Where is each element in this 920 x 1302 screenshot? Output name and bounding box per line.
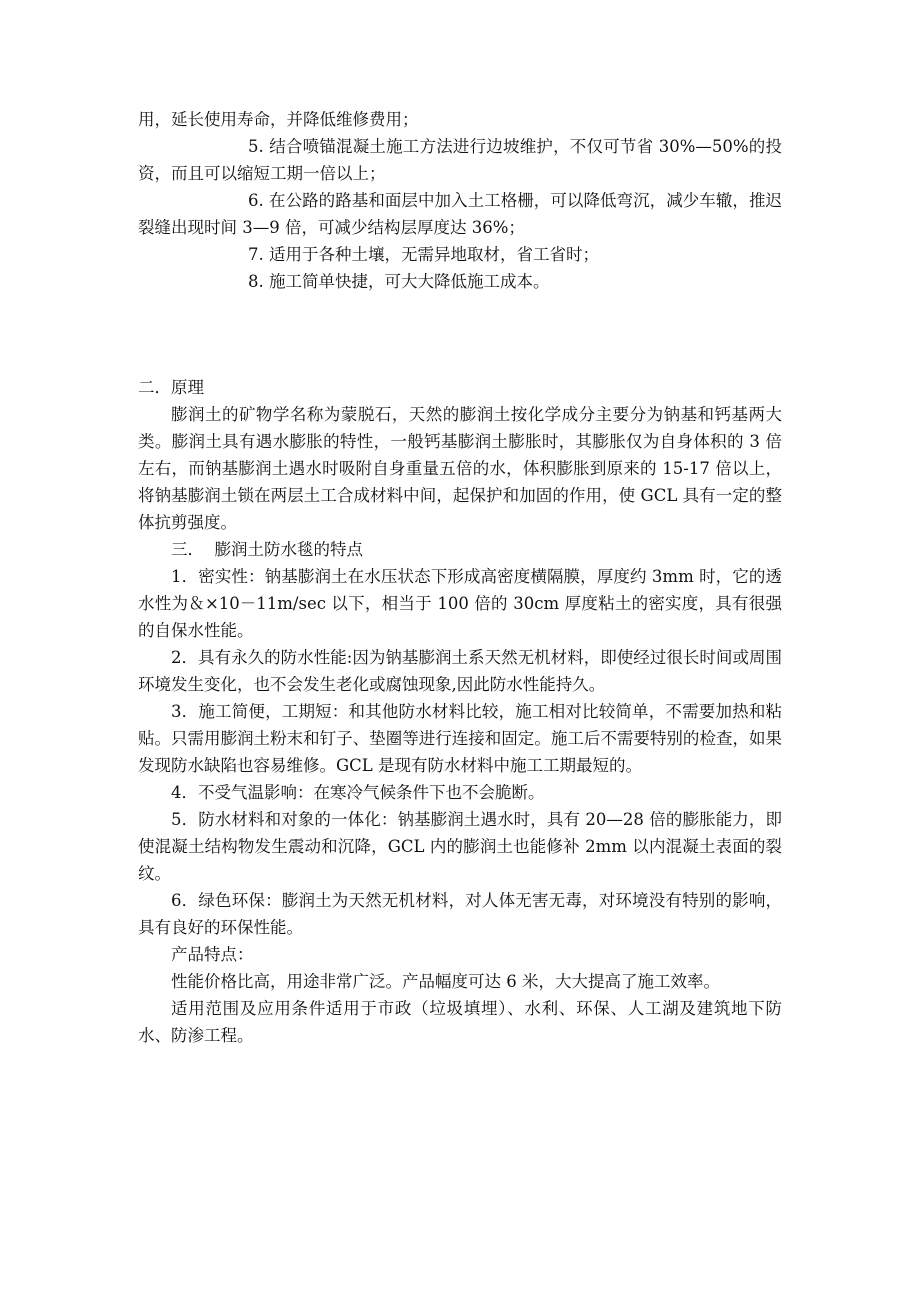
feature-item-4: 4．不受气温影响：在寒冷气候条件下也不会脆断。 bbox=[171, 783, 545, 802]
continuation-text: 用，延长使用寿命，并降低维修费用； bbox=[138, 110, 419, 129]
section-2-heading: 二．原理 bbox=[138, 378, 204, 397]
section-3-heading: 三． 膨润土防水毯的特点 bbox=[171, 540, 363, 559]
product-heading: 产品特点： bbox=[171, 945, 254, 964]
advantage-item-7: 7. 适用于各种土壤，无需异地取材，省工省时； bbox=[248, 245, 599, 264]
section-2-body: 膨润土的矿物学名称为蒙脱石，天然的膨润土按化学成分主要分为钠基和钙基两大类。膨润土具有遇水膨胀的特性，一般钙基膨润土膨胀时，其膨胀仅为自身体积的 3 倍左右，而钠基膨润土遇水时吸附自身重量五倍的水，体积膨胀到原来的 15-17 倍以上，将钠基膨润土锁在两层土工合成材料中间，起保护和加固的作用，使 GCL 具有一定的整体抗剪强度。 bbox=[138, 405, 782, 532]
spacer bbox=[138, 295, 782, 374]
product-line-1: 性能价格比高，用途非常广泛。产品幅度可达 6 米，大大提高了施工效率。 bbox=[171, 972, 720, 991]
feature-item-1: 1．密实性：钠基膨润土在水压状态下形成高密度横隔膜，厚度约 3mm 时，它的透水性为＆×10－11m/sec 以下，相当于 100 倍的 30cm 厚度粘土的密实度，具有很强的自保水性能。 bbox=[138, 567, 782, 640]
advantage-item-8: 8. 施工简单快捷，可大大降低施工成本。 bbox=[248, 272, 550, 291]
feature-item-5: 5．防水材料和对象的一体化：钠基膨润土遇水时，具有 20—28 倍的膨胀能力，即使混凝土结构物发生震动和沉降，GCL 内的膨润土也能修补 2mm 以内混凝土表面的裂纹。 bbox=[138, 810, 782, 883]
feature-item-6: 6．绿色环保：膨润土为天然无机材料，对人体无害无毒，对环境没有特别的影响，具有良好的环保性能。 bbox=[138, 891, 782, 937]
product-line-2: 适用范围及应用条件适用于市政（垃圾填埋）、水利、环保、人工湖及建筑地下防水、防渗工程。 bbox=[138, 999, 782, 1045]
feature-item-3: 3．施工简便，工期短：和其他防水材料比较，施工相对比较简单，不需要加热和粘贴。只需用膨润土粉末和钉子、垫圈等进行连接和固定。施工后不需要特别的检查，如果发现防水缺陷也容易维修。GCL 是现有防水材料中施工工期最短的。 bbox=[138, 702, 782, 775]
advantage-item-5: 5. 结合喷锚混凝土施工方法进行边坡维护，不仅可节省 30%—50%的投资，而且可以缩短工期一倍以上； bbox=[138, 137, 782, 183]
feature-item-2: 2．具有永久的防水性能:因为钠基膨润土系天然无机材料，即使经过很长时间或周围环境发生变化，也不会发生老化或腐蚀现象,因此防水性能持久。 bbox=[138, 648, 782, 694]
advantage-item-6: 6. 在公路的路基和面层中加入土工格栅，可以降低弯沉，减少车辙，推迟裂缝出现时间 3—9 倍，可减少结构层厚度达 36%； bbox=[138, 191, 782, 237]
